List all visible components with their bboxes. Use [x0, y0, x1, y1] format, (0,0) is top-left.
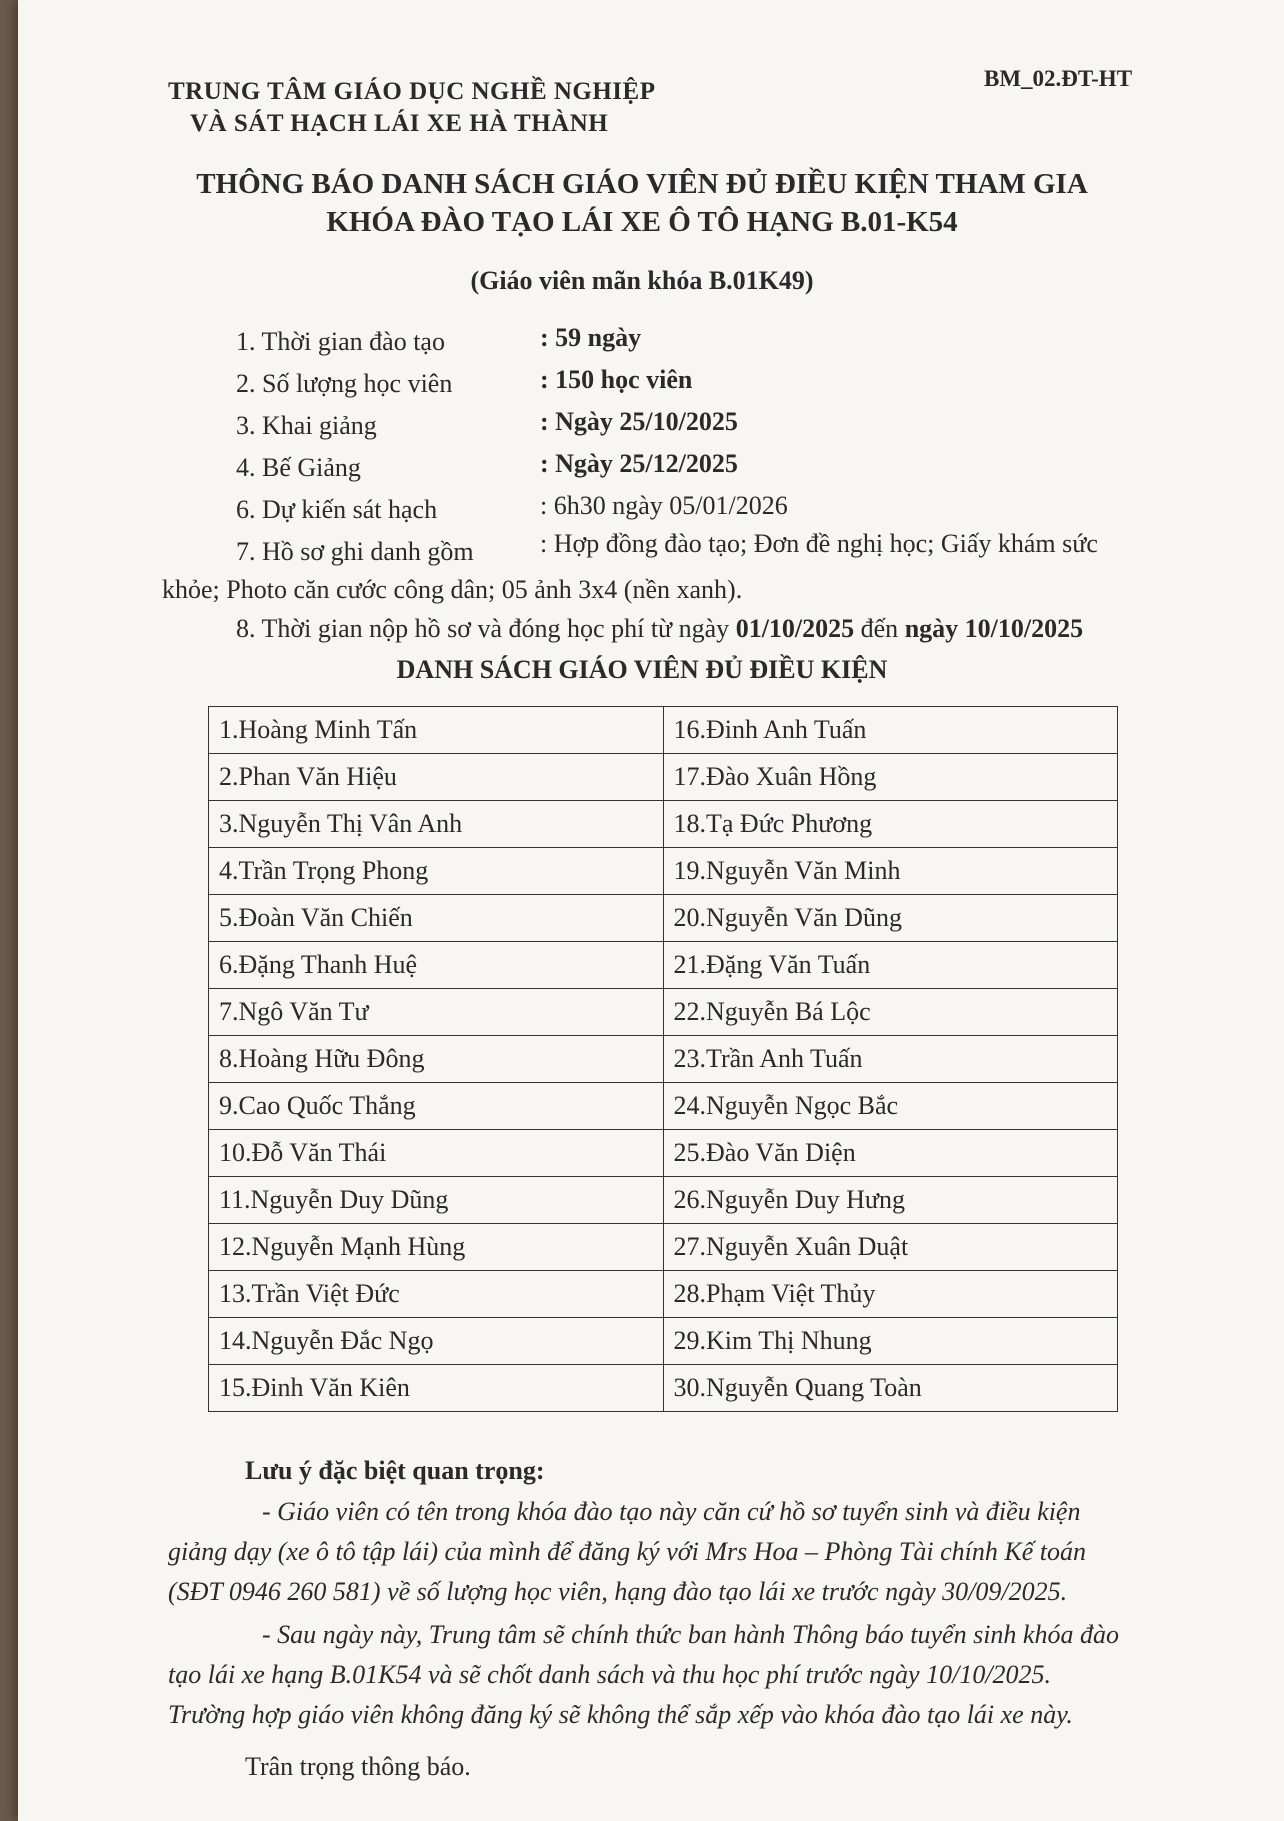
- teacher-name-cell: 12.Nguyễn Mạnh Hùng: [209, 1224, 664, 1271]
- table-row: [209, 1365, 1118, 1412]
- form-code: BM_02.ĐT-HT: [984, 66, 1133, 91]
- teacher-name-cell: 10.Đỗ Văn Thái: [209, 1130, 664, 1177]
- subtitle: (Giáo viên mãn khóa B.01K49): [470, 266, 814, 295]
- teacher-name-cell: 6.Đặng Thanh Huệ: [209, 942, 664, 989]
- note-paragraph2-line3: Trường hợp giáo viên không đăng ký sẽ không thể sắp xếp vào khóa đào tạo lái xe này.: [168, 1700, 1073, 1729]
- list-title: DANH SÁCH GIÁO VIÊN ĐỦ ĐIỀU KIỆN: [396, 655, 888, 684]
- teacher-name-cell: 3.Nguyễn Thị Vân Anh: [209, 801, 664, 848]
- table-row: [209, 848, 1118, 895]
- teacher-name-cell: 27.Nguyễn Xuân Duật: [663, 1224, 1118, 1271]
- table-row: [209, 1083, 1118, 1130]
- detail-label: 4. Bế Giảng: [236, 453, 361, 482]
- detail-value: : Ngày 25/10/2025: [540, 407, 738, 436]
- table-row: [209, 989, 1118, 1036]
- submission-to-date: ngày 10/10/2025: [904, 614, 1084, 643]
- teacher-name-cell: 9.Cao Quốc Thắng: [209, 1083, 664, 1130]
- note-paragraph1-line2: giảng dạy (xe ô tô tập lái) của mình để đăng ký với Mrs Hoa – Phòng Tài chính Kế toán: [168, 1537, 1086, 1566]
- detail-value: : 6h30 ngày 05/01/2026: [540, 491, 788, 520]
- teacher-name-cell: 21.Đặng Văn Tuấn: [663, 942, 1118, 989]
- title-line1: THÔNG BÁO DANH SÁCH GIÁO VIÊN ĐỦ ĐIỀU KIỆN THAM GIA: [196, 168, 1088, 200]
- table-row: [209, 895, 1118, 942]
- teacher-name-cell: 11.Nguyễn Duy Dũng: [209, 1177, 664, 1224]
- org-name-line2: VÀ SÁT HẠCH LÁI XE HÀ THÀNH: [190, 110, 609, 137]
- teacher-name-cell: 23.Trần Anh Tuấn: [663, 1036, 1118, 1083]
- note-paragraph1-line1: - Giáo viên có tên trong khóa đào tạo này căn cứ hồ sơ tuyển sinh và điều kiện: [262, 1497, 1081, 1526]
- detail-value: : Ngày 25/12/2025: [540, 449, 738, 478]
- note-paragraph2-line2: tạo lái xe hạng B.01K54 và sẽ chốt danh sách và thu học phí trước ngày 10/10/2025.: [168, 1660, 1052, 1689]
- teacher-name-cell: 24.Nguyễn Ngọc Bắc: [663, 1083, 1118, 1130]
- table-row: [209, 1130, 1118, 1177]
- table-row: [209, 801, 1118, 848]
- teacher-name-cell: 2.Phan Văn Hiệu: [209, 754, 664, 801]
- detail-label: 2. Số lượng học viên: [236, 369, 453, 398]
- teacher-name-cell: 18.Tạ Đức Phương: [663, 801, 1118, 848]
- detail-value: : 59 ngày: [540, 323, 642, 352]
- detail-label: 1. Thời gian đào tạo: [236, 327, 445, 356]
- teacher-name-cell: 28.Phạm Việt Thủy: [663, 1271, 1118, 1318]
- teacher-name-cell: 26.Nguyễn Duy Hưng: [663, 1177, 1118, 1224]
- table-row: [209, 1318, 1118, 1365]
- table-row: [209, 1224, 1118, 1271]
- org-name-line1: TRUNG TÂM GIÁO DỤC NGHỀ NGHIỆP: [168, 78, 656, 105]
- teacher-name-cell: 1.Hoàng Minh Tấn: [209, 707, 664, 754]
- teacher-table: [208, 706, 1118, 1412]
- teacher-name-cell: 13.Trần Việt Đức: [209, 1271, 664, 1318]
- note-paragraph1-line3: (SĐT 0946 260 581) về số lượng học viên, hạng đào tạo lái xe trước ngày 30/09/2025.: [168, 1577, 1068, 1606]
- teacher-name-cell: 29.Kim Thị Nhung: [663, 1318, 1118, 1365]
- detail-label: 6. Dự kiến sát hạch: [236, 495, 438, 524]
- submission-from-date: 01/10/2025: [735, 614, 855, 643]
- submission-period: [236, 614, 1083, 644]
- closing: Trân trọng thông báo.: [245, 1752, 471, 1781]
- teacher-name-cell: 16.Đinh Anh Tuấn: [663, 707, 1118, 754]
- teacher-name-cell: 30.Nguyễn Quang Toàn: [663, 1365, 1118, 1412]
- teacher-name-cell: 5.Đoàn Văn Chiến: [209, 895, 664, 942]
- teacher-name-cell: 14.Nguyễn Đắc Ngọ: [209, 1318, 664, 1365]
- table-row: [209, 1271, 1118, 1318]
- detail-label: 3. Khai giảng: [236, 411, 377, 440]
- documents-value-line1: : Hợp đồng đào tạo; Đơn đề nghị học; Giấy khám sức: [540, 529, 1098, 558]
- table-row: [209, 942, 1118, 989]
- teacher-name-cell: 25.Đào Văn Diện: [663, 1130, 1118, 1177]
- teacher-name-cell: 7.Ngô Văn Tư: [209, 989, 664, 1036]
- table-row: [209, 1036, 1118, 1083]
- table-row: [209, 707, 1118, 754]
- note-heading: Lưu ý đặc biệt quan trọng:: [245, 1456, 545, 1485]
- documents-label: 7. Hồ sơ ghi danh gồm: [236, 537, 474, 566]
- note-paragraph2-line1: - Sau ngày này, Trung tâm sẽ chính thức ban hành Thông báo tuyển sinh khóa đào: [262, 1620, 1119, 1649]
- teacher-name-cell: 8.Hoàng Hữu Đông: [209, 1036, 664, 1083]
- teacher-name-cell: 15.Đinh Văn Kiên: [209, 1365, 664, 1412]
- detail-value: : 150 học viên: [540, 365, 693, 394]
- teacher-name-cell: 20.Nguyễn Văn Dũng: [663, 895, 1118, 942]
- teacher-name-cell: 22.Nguyễn Bá Lộc: [663, 989, 1118, 1036]
- teacher-name-cell: 17.Đào Xuân Hồng: [663, 754, 1118, 801]
- table-row: [209, 754, 1118, 801]
- teacher-name-cell: 19.Nguyễn Văn Minh: [663, 848, 1118, 895]
- submission-prefix: 8. Thời gian nộp hồ sơ và đóng học phí từ ngày: [236, 614, 736, 643]
- documents-value-line2: khỏe; Photo căn cước công dân; 05 ảnh 3x4 (nền xanh).: [162, 575, 743, 604]
- teacher-name-cell: 4.Trần Trọng Phong: [209, 848, 664, 895]
- submission-middle: đến: [854, 614, 905, 643]
- table-row: [209, 1177, 1118, 1224]
- title-line2: KHÓA ĐÀO TẠO LÁI XE Ô TÔ HẠNG B.01-K54: [326, 206, 958, 238]
